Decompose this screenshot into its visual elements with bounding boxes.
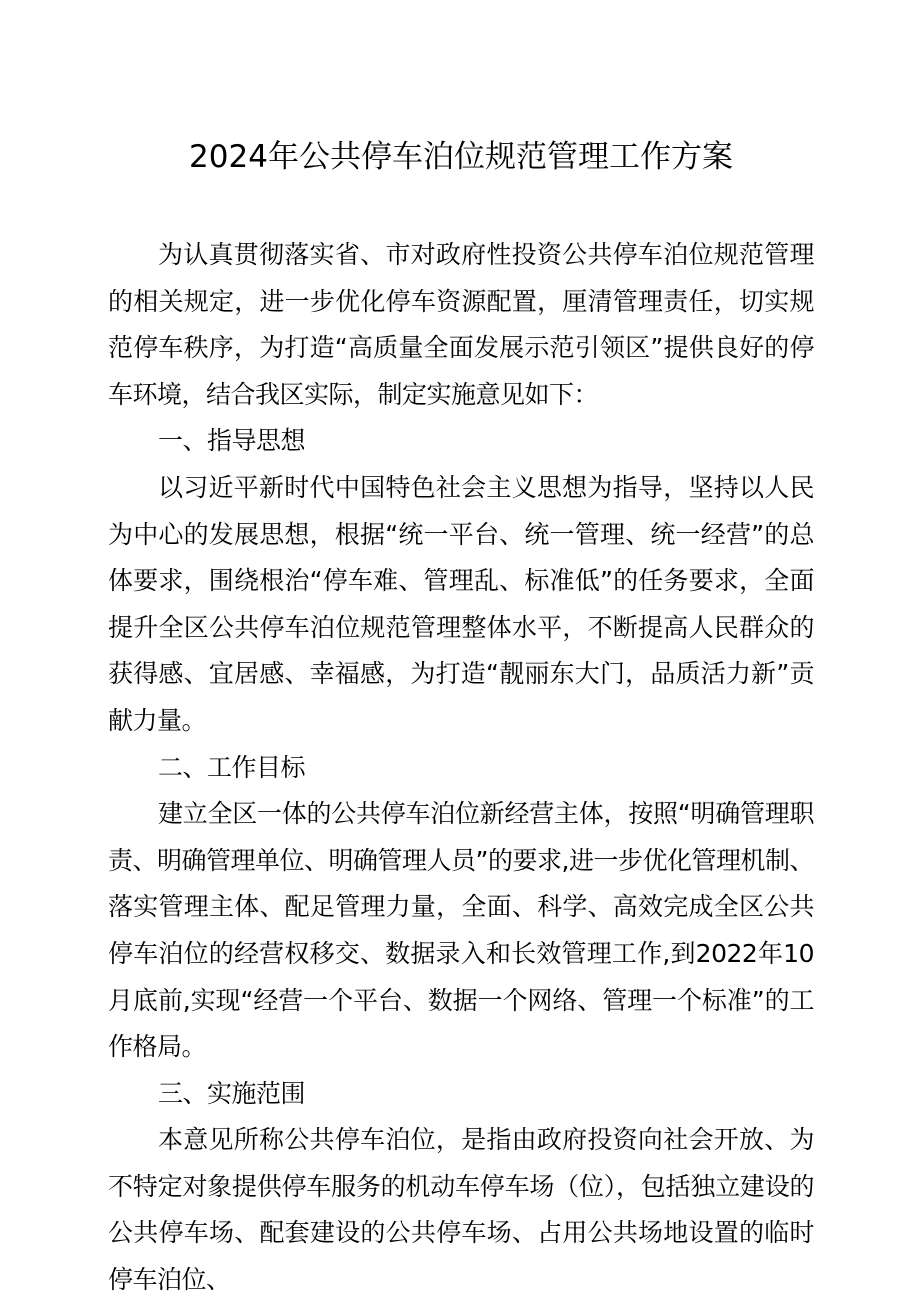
section-body-scope: 本意见所称公共停车泊位，是指由政府投资向社会开放、为不特定对象提供停车服务的机动车停车场（位），包括独立建设的公共停车场、配套建设的公共停车场、占用公共场地设置的临时停车泊位、 [108, 1125, 814, 1295]
section-body-work-goals: 建立全区一体的公共停车泊位新经营主体，按照“明确管理职责、明确管理单位、明确管理人员”的要求,进一步优化管理机制、落实管理主体、配足管理力量，全面、科学、高效完成全区公共停车泊位的经营权移交、数据录入和长效管理工作,到2022年10月底前,实现“经营一个平台、数据一个网络、管理一个标准”的工作格局。 [108, 799, 814, 1062]
section-heading-scope: 三、实施范围 [158, 1078, 306, 1108]
section-heading-work-goals: 二、工作目标 [158, 752, 306, 782]
section-body-guiding-ideology: 以习近平新时代中国特色社会主义思想为指导，坚持以人民为中心的发展思想，根据“统一平台、统一管理、统一经营”的总体要求，围绕根治“停车难、管理乱、标准低”的任务要求，全面提升全区公共停车泊位规范管理整体水平，不断提高人民群众的获得感、宜居感、幸福感，为打造“靓丽东大门，品质活力新”贡献力量。 [108, 472, 814, 735]
intro-paragraph: 为认真贯彻落实省、市对政府性投资公共停车泊位规范管理的相关规定，进一步优化停车资源配置，厘清管理责任，切实规范停车秩序，为打造“高质量全面发展示范引领区”提供良好的停车环境，结合我区实际，制定实施意见如下： [108, 240, 814, 409]
document-body [108, 232, 814, 1304]
document-title: 2024年公共停车泊位规范管理工作方案 [189, 139, 733, 175]
section-heading-guiding-ideology: 一、指导思想 [158, 426, 306, 456]
